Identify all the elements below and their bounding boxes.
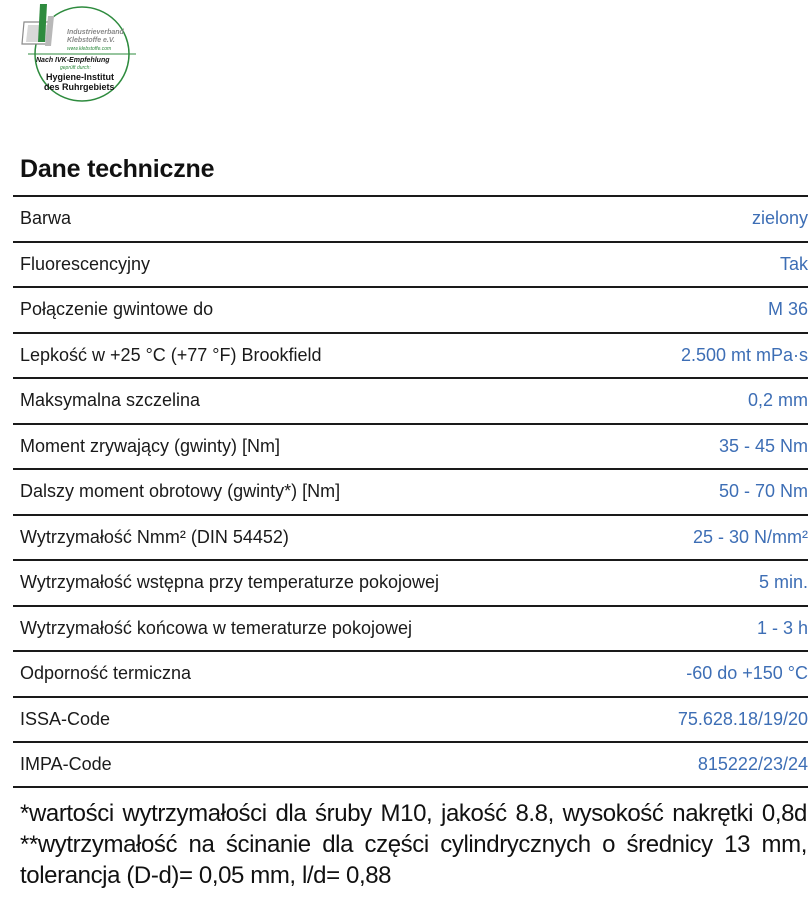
row-value: 815222/23/24 [697,754,808,774]
row-label: Wytrzymałość końcowa w temeraturze pokojowej [20,617,412,638]
tech-data-table [13,195,808,788]
table-row [13,468,808,514]
row-label: Dalszy moment obrotowy (gwinty*) [Nm] [20,481,341,501]
row-label: Fluorescencyjny [20,253,151,274]
table-row [13,650,808,696]
row-label: Połączenie gwintowe do [20,299,214,319]
table-row [13,332,808,378]
row-value: 75.628.18/19/20 [677,708,808,729]
row-value: Tak [779,253,808,274]
row-value: 35 - 45 Nm [718,435,808,456]
logo-line-5: geprüft durch: [60,65,91,71]
footnote: *wartości wytrzymałości dla śruby M10, jakość 8.8, wysokość nakrętki 0,8d **wytrzymałość na ścinanie dla części cylindrycznych o średnicy 13 mm, tolerancja (D-d)= 0,05 mm, l/d= 0,88 [20,800,807,889]
logo-line-3: www.klebstoffe.com [67,46,112,52]
row-label: Wytrzymałość Nmm² (DIN 54452) [20,526,289,547]
table-row [13,514,808,560]
ivk-certification-logo [20,2,140,102]
logo-line-7: des Ruhrgebiets [44,82,115,92]
row-value: 1 - 3 h [756,617,808,638]
table-row [13,605,808,651]
logo-line-4: Nach IVK-Empfehlung [36,57,110,64]
row-label: Lepkość w +25 °C (+77 °F) Brookfield [20,344,322,365]
row-value: zielony [751,208,808,228]
row-label: Odporność termiczna [20,663,192,683]
table-row [13,377,808,423]
table-row [13,241,808,287]
table-row [13,696,808,742]
row-label: Wytrzymałość wstępna przy temperaturze pokojowej [20,572,439,592]
table-row [13,741,808,788]
row-label: Moment zrywający (gwinty) [Nm] [20,435,281,456]
table-row [13,286,808,332]
row-value: 5 min. [758,572,808,592]
row-value: 25 - 30 N/mm² [692,526,808,547]
row-label: ISSA-Code [20,708,111,729]
logo-line-6: Hygiene-Institut [46,72,115,82]
row-label: Maksymalna szczelina [20,390,201,410]
row-value: 0,2 mm [747,390,808,410]
row-value: M 36 [767,299,808,319]
row-value: 50 - 70 Nm [718,481,808,501]
row-label: IMPA-Code [20,754,112,774]
logo-line-1: Industrieverband [67,29,124,36]
table-row [13,195,808,241]
logo-line-2: Klebstoffe e.V. [67,37,115,44]
row-label: Barwa [20,208,72,228]
table-row [13,423,808,469]
section-title: Dane techniczne [20,155,215,183]
row-value: 2.500 mt mPa·s [680,344,808,365]
row-value: -60 do +150 °C [686,663,808,683]
table-row [13,559,808,605]
